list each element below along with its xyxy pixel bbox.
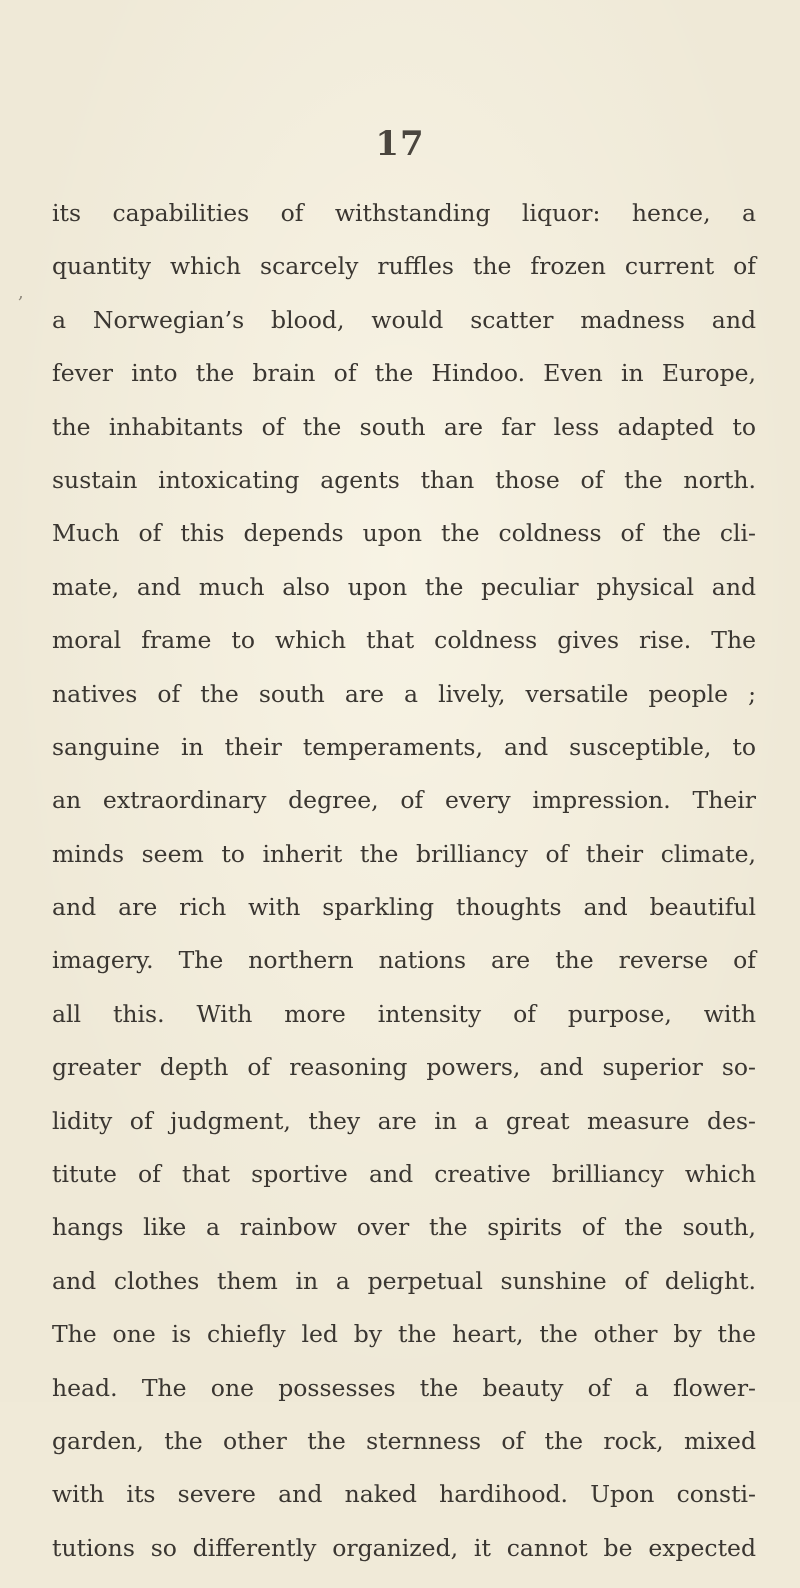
text-line: a Norwegian’s blood, would scatter madness and: [52, 305, 756, 334]
text-line: Much of this depends upon the coldness of the cli-: [52, 519, 756, 548]
page-number: 17: [375, 124, 425, 164]
text-line: its capabilities of withstanding liquor: hence, a: [52, 199, 756, 227]
text-line: titute of that sportive and creative brilliancy which: [52, 1160, 756, 1189]
text-line: and clothes them in a perpetual sunshine of delight.: [52, 1266, 756, 1295]
text-line: The one is chiefly led by the heart, the other by the: [52, 1320, 756, 1349]
text-line: sanguine in their temperaments, and susceptible, to: [52, 732, 756, 761]
text-line: greater depth of reasoning powers, and superior so-: [52, 1053, 756, 1082]
text-line: the inhabitants of the south are far less adapted to: [52, 412, 756, 441]
text-line: an extraordinary degree, of every impression. Their: [52, 786, 756, 815]
body-text: [52, 200, 756, 1588]
text-line: minds seem to inherit the brilliancy of their climate,: [52, 839, 756, 868]
text-line: sustain intoxicating agents than those of the north.: [52, 465, 756, 494]
text-line: garden, the other the sternness of the rock, mixed: [52, 1426, 756, 1455]
text-line: with its severe and naked hardihood. Upon consti-: [52, 1480, 756, 1509]
text-line: natives of the south are a lively, versatile people ;: [52, 679, 756, 708]
text-line: mate, and much also upon the peculiar physical and: [52, 572, 756, 601]
text-line: head. The one possesses the beauty of a flower-: [52, 1373, 756, 1402]
text-line: all this. With more intensity of purpose, with: [52, 999, 756, 1028]
text-line: and are rich with sparkling thoughts and beautiful: [52, 893, 756, 922]
margin-mark: ,: [18, 282, 24, 303]
text-line: quantity which scarcely ruffles the frozen current of: [52, 252, 756, 281]
text-line: moral frame to which that coldness gives rise. The: [52, 626, 756, 655]
text-line: tutions so differently organized, it cannot be expected: [52, 1533, 756, 1562]
text-line: hangs like a rainbow over the spirits of the south,: [52, 1213, 756, 1242]
text-line: imagery. The northern nations are the reverse of: [52, 946, 756, 975]
text-line: lidity of judgment, they are in a great measure des-: [52, 1106, 756, 1135]
text-line: fever into the brain of the Hindoo. Even in Europe,: [52, 359, 756, 388]
